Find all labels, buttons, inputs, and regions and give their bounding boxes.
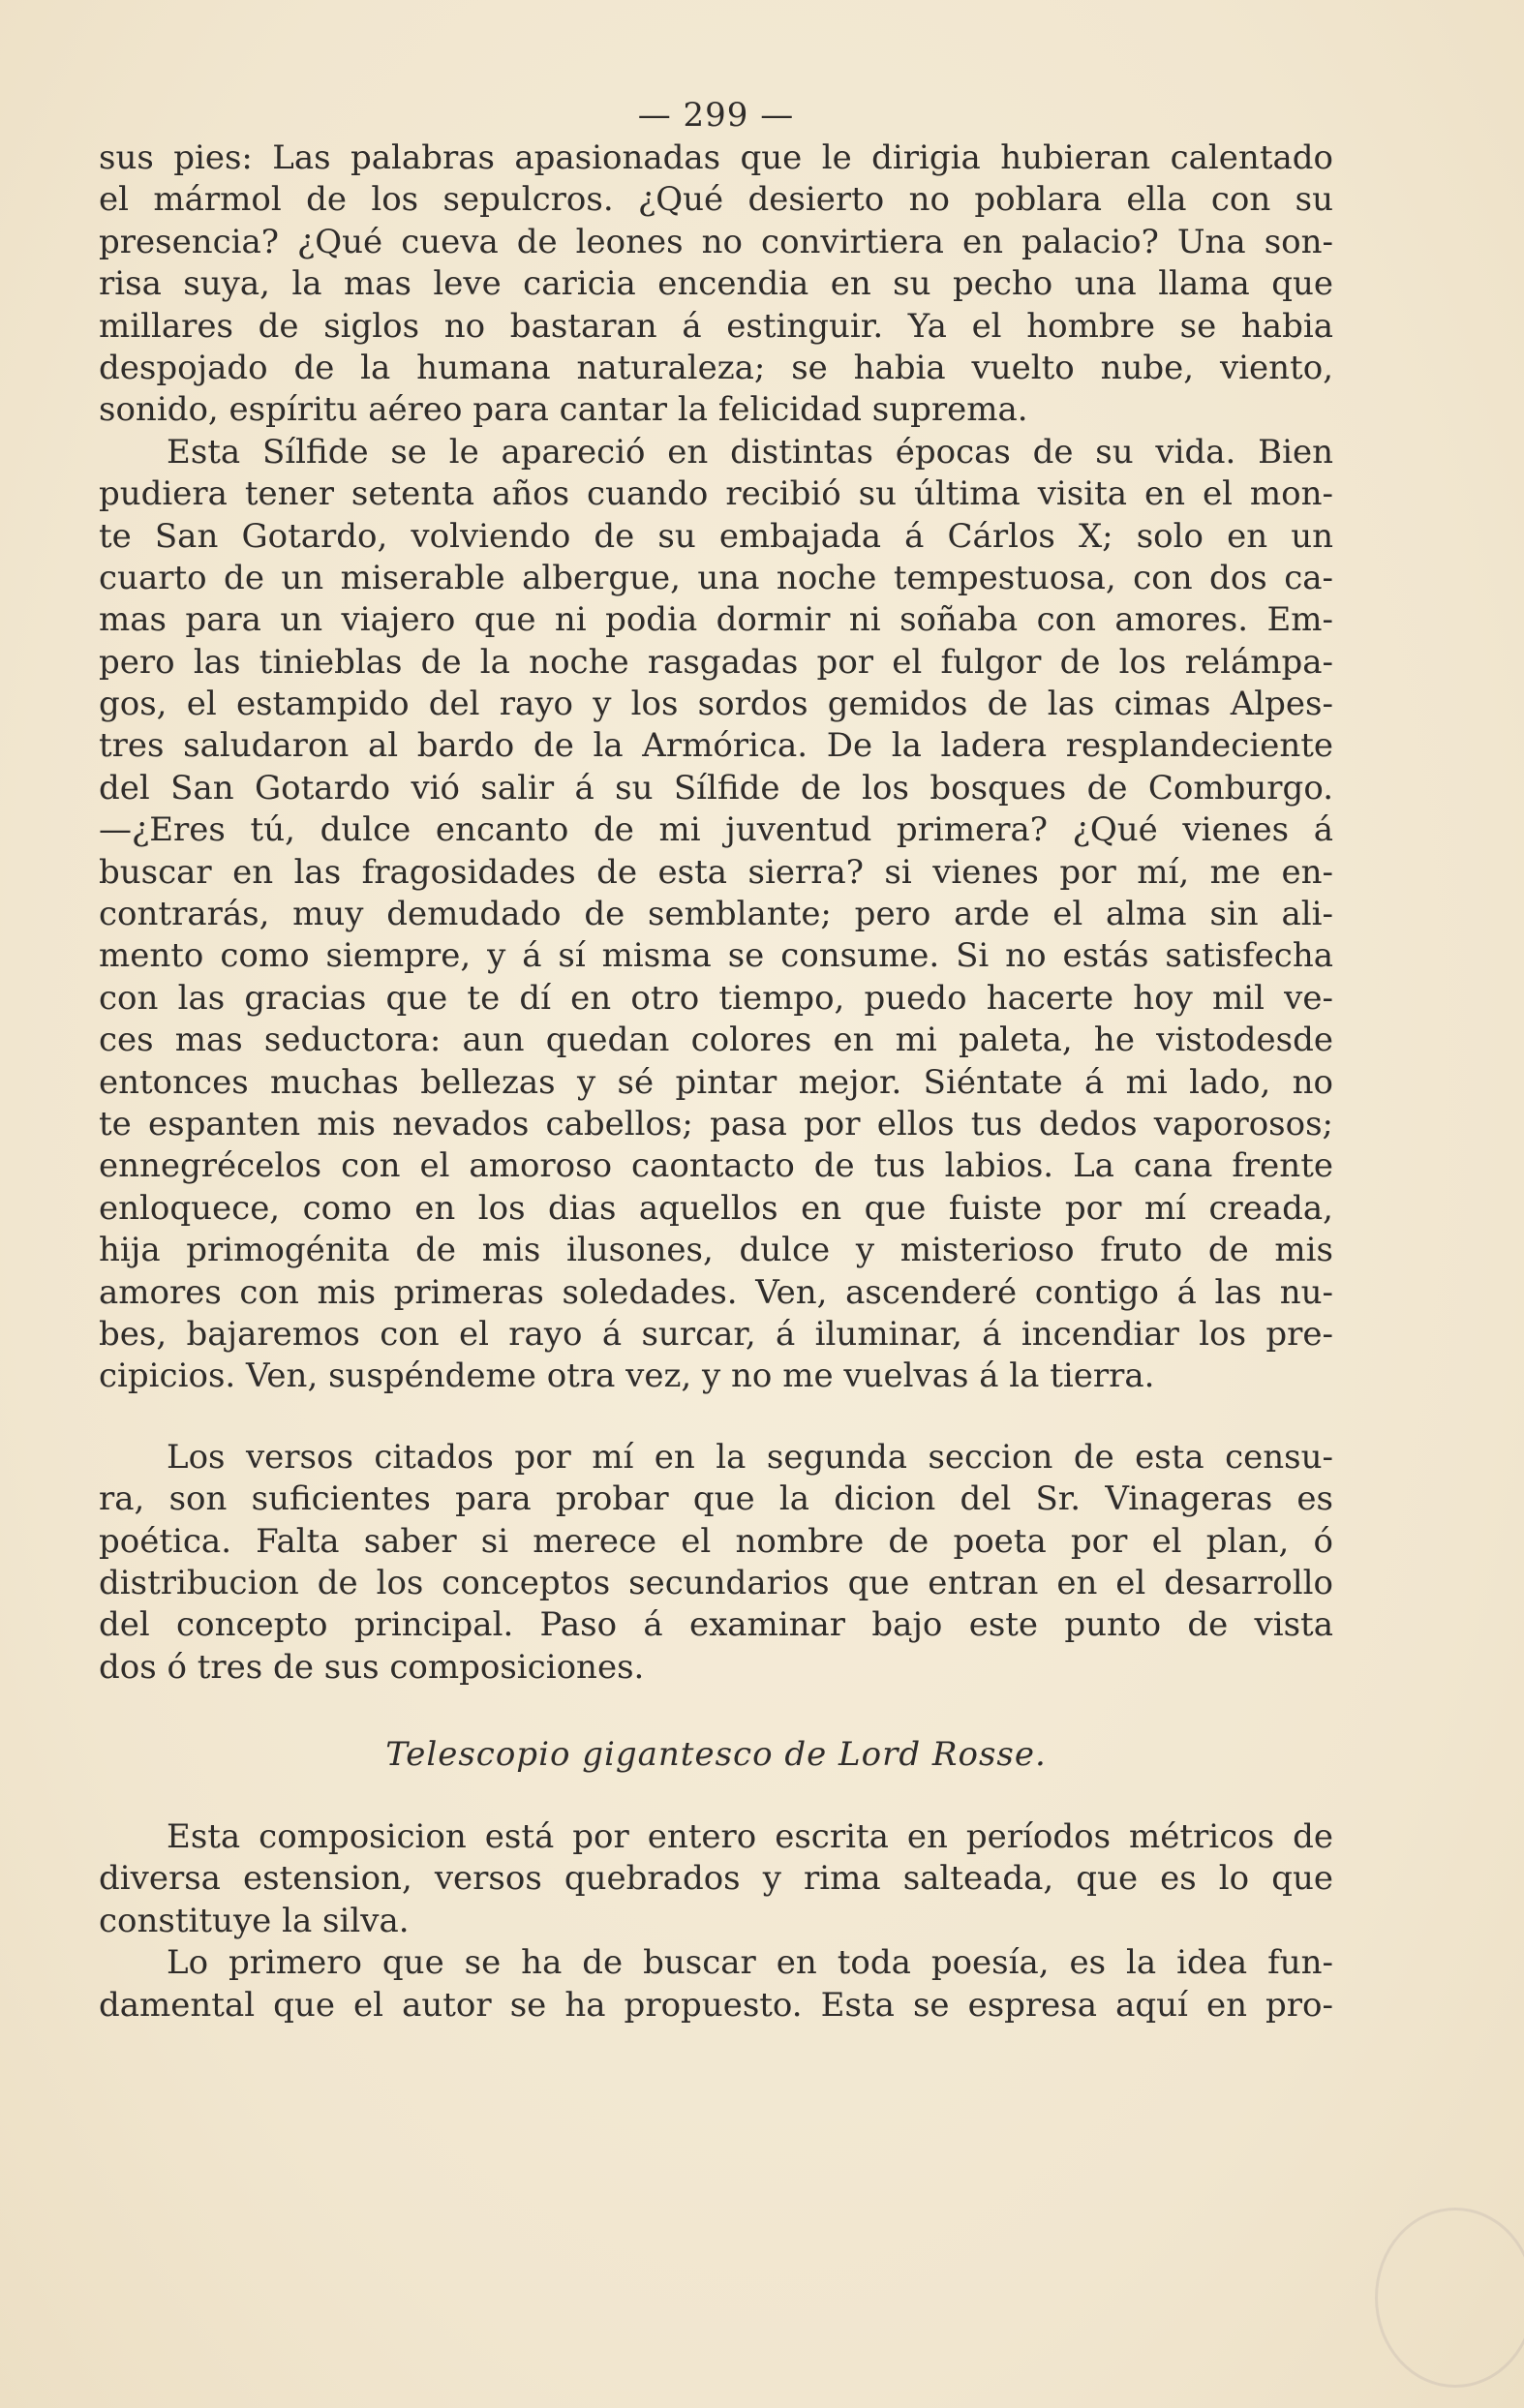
text-line: poética. Falta saber si merece el nombre de poeta por el plan, ó bbox=[99, 1521, 1333, 1561]
text-line: Los versos citados por mí en la segunda seccion de esta censu- bbox=[167, 1437, 1333, 1477]
text-line: el mármol de los sepulcros. ¿Qué desierto no poblara ella con su bbox=[99, 180, 1333, 220]
paragraph-2 bbox=[99, 432, 1333, 810]
text-line: tres saludaron al bardo de la Armórica. De la ladera resplandeciente bbox=[99, 726, 1333, 766]
text-line: del San Gotardo vió salir á su Sílfide de los bosques de Comburgo. bbox=[99, 768, 1333, 808]
text-line: entonces muchas bellezas y sé pintar mejor. Siéntate á mi lado, no bbox=[99, 1062, 1333, 1102]
text-line: sus pies: Las palabras apasionadas que le dirigia hubieran calentado bbox=[99, 138, 1333, 177]
text-line: millares de siglos no bastaran á estinguir. Ya el hombre se habia bbox=[99, 306, 1333, 346]
text-line: mas para un viajero que ni podia dormir ni soñaba con amores. Em- bbox=[99, 600, 1333, 640]
section-gap bbox=[99, 1398, 1333, 1437]
page-text bbox=[99, 93, 1333, 2027]
text-line: ces mas seductora: aun quedan colores en mi paleta, he vistodesde bbox=[99, 1021, 1333, 1060]
text-line: sonido, espíritu aéreo para cantar la felicidad suprema. bbox=[99, 390, 1028, 430]
text-line: bes, bajaremos con el rayo á surcar, á iluminar, á incendiar los pre- bbox=[99, 1314, 1333, 1354]
text-line: Lo primero que se ha de buscar en toda poesía, es la idea fun- bbox=[167, 1943, 1333, 1983]
text-line: mento como siempre, y á sí misma se consume. Si no estás satisfecha bbox=[99, 936, 1333, 976]
paragraph-3 bbox=[99, 809, 1333, 1397]
text-line: pudiera tener setenta años cuando recibió su última visita en el mon- bbox=[99, 474, 1333, 514]
text-line: despojado de la humana naturaleza; se habia vuelto nube, viento, bbox=[99, 348, 1333, 387]
text-line: constituye la silva. bbox=[99, 1901, 410, 1940]
section-gap bbox=[99, 1783, 1333, 1816]
text-line: diversa estension, versos quebrados y rima salteada, que es lo que bbox=[99, 1859, 1333, 1899]
text-line: te San Gotardo, volviendo de su embajada á Cárlos X; solo en un bbox=[99, 516, 1333, 556]
text-line: cuarto de un miserable albergue, una noche tempestuosa, con dos ca- bbox=[99, 558, 1333, 597]
text-line: hija primogénita de mis ilusones, dulce y misterioso fruto de mis bbox=[99, 1231, 1333, 1270]
text-line: amores con mis primeras soledades. Ven, ascenderé contigo á las nu- bbox=[99, 1272, 1333, 1312]
text-line: damental que el autor se ha propuesto. Esta se espresa aquí en pro- bbox=[99, 1985, 1333, 2025]
text-line: Esta composicion está por entero escrita en períodos métricos de bbox=[167, 1817, 1333, 1857]
text-line: cipicios. Ven, suspéndeme otra vez, y no me vuelvas á la tierra. bbox=[99, 1356, 1155, 1396]
section-heading: Telescopio gigantesco de Lord Rosse. bbox=[385, 1735, 1047, 1775]
page-number: — 299 — bbox=[637, 96, 795, 135]
paragraph-6 bbox=[99, 1942, 1333, 2027]
text-line: buscar en las fragosidades de esta sierra? si vienes por mí, me en- bbox=[99, 852, 1333, 892]
text-line: te espanten mis nevados cabellos; pasa por ellos tus dedos vaporosos; bbox=[99, 1104, 1333, 1143]
text-line: enloquece, como en los dias aquellos en que fuiste por mí creada, bbox=[99, 1188, 1333, 1228]
paragraph-4 bbox=[99, 1437, 1333, 1689]
text-line: Esta Sílfide se le apareció en distintas épocas de su vida. Bien bbox=[167, 432, 1333, 472]
text-line: pero las tinieblas de la noche rasgadas por el fulgor de los relámpa- bbox=[99, 642, 1333, 682]
text-line: presencia? ¿Qué cueva de leones no convirtiera en palacio? Una son- bbox=[99, 222, 1333, 261]
text-line: risa suya, la mas leve caricia encendia en su pecho una llama que bbox=[99, 264, 1333, 304]
paragraph-1 bbox=[99, 137, 1333, 432]
text-line: gos, el estampido del rayo y los sordos gemidos de las cimas Alpes- bbox=[99, 685, 1333, 724]
text-line: ra, son suficientes para probar que la dicion del Sr. Vinageras es bbox=[99, 1479, 1333, 1519]
text-line: contrarás, muy demudado de semblante; pero arde el alma sin ali- bbox=[99, 895, 1333, 934]
faded-library-stamp bbox=[1375, 2208, 1524, 2388]
text-line: —¿Eres tú, dulce encanto de mi juventud primera? ¿Qué vienes á bbox=[99, 810, 1333, 850]
text-line: dos ó tres de sus composiciones. bbox=[99, 1647, 645, 1687]
section-gap bbox=[99, 1689, 1333, 1725]
text-line: distribucion de los conceptos secundarios que entran en el desarrollo bbox=[99, 1563, 1333, 1602]
text-line: ennegrécelos con el amoroso caontacto de tus labios. La cana frente bbox=[99, 1146, 1333, 1186]
text-line: del concepto principal. Paso á examinar bajo este punto de vista bbox=[99, 1605, 1333, 1645]
paragraph-5 bbox=[99, 1816, 1333, 1942]
text-line: con las gracias que te dí en otro tiempo, puedo hacerte hoy mil ve- bbox=[99, 978, 1333, 1018]
